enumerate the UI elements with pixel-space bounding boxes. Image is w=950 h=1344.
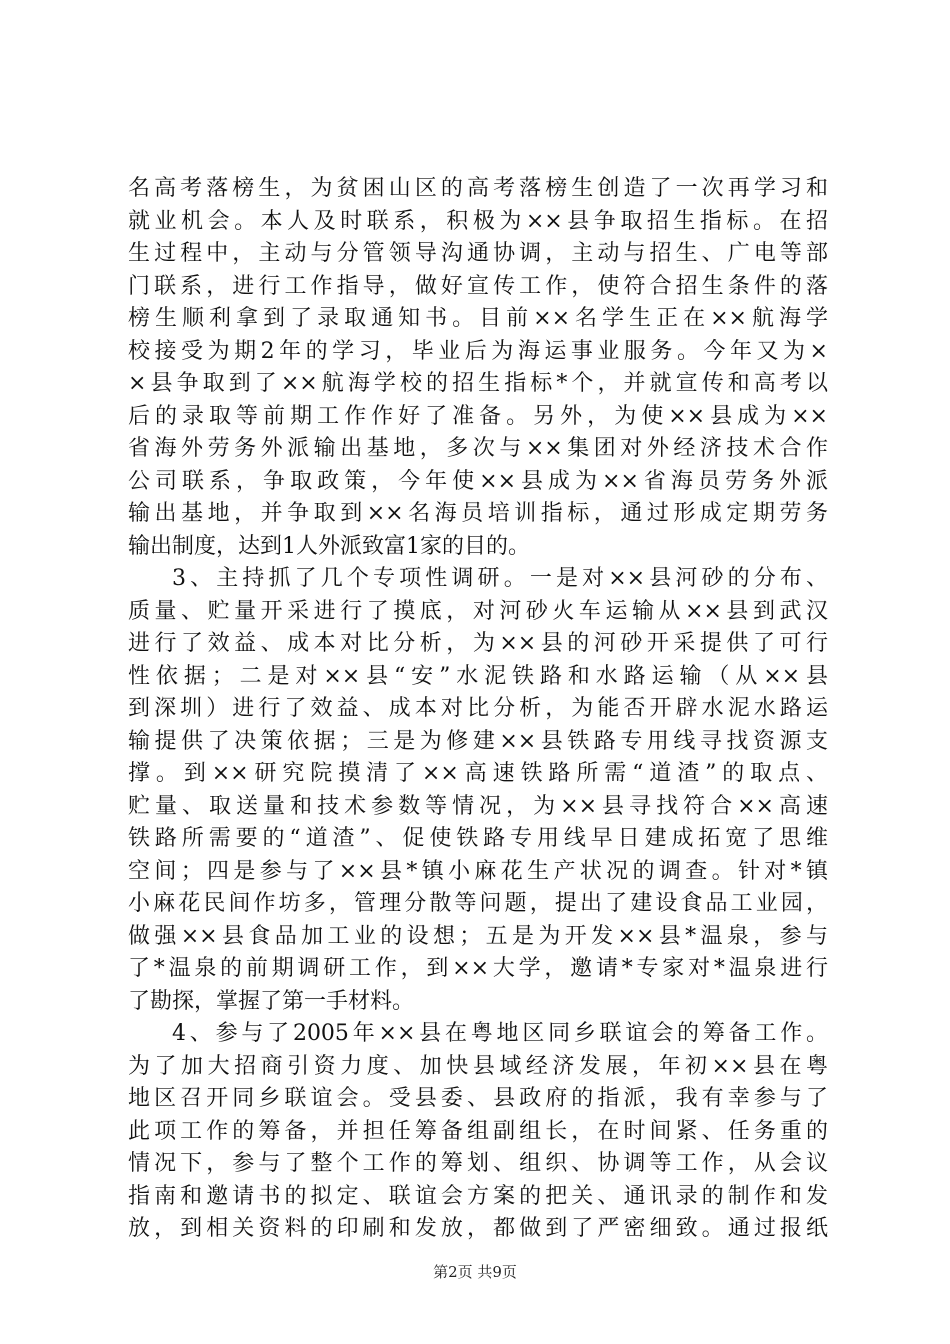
text-line: 名高考落榜生，为贫困山区的高考落榜生创造了一次再学习和 (128, 176, 828, 201)
text-line: 此项工作的筹备，并担任筹备组副组长，在时间紧、任务重的 (128, 1118, 828, 1144)
text-line: 生过程中，主动与分管领导沟通协调，主动与招生、广电等部 (128, 241, 828, 266)
text-line: 空间；四是参与了××县*镇小麻花生产状况的调查。针对*镇 (128, 858, 828, 884)
page-footer: 第2页 共9页 (433, 1263, 517, 1281)
text-line: 小麻花民间作坊多，管理分散等问题，提出了建设食品工业园， (128, 891, 828, 916)
text-line: 到深圳）进行了效益、成本对比分析，为能否开辟水泥水路运 (128, 696, 828, 721)
text-line: 铁路所需要的“道渣”、促使铁路专用线早日建成拓宽了思维 (128, 826, 828, 851)
text-line: 性依据；二是对××县“安”水泥铁路和水路运输（从××县 (128, 663, 828, 689)
text-line: 榜生顺利拿到了录取通知书。目前××名学生正在××航海学 (128, 306, 828, 331)
text-line: 4、参与了2005年××县在粤地区同乡联谊会的筹备工作。 (172, 1021, 828, 1046)
text-line: 情况下，参与了整个工作的筹划、组织、协调等工作，从会议 (128, 1151, 828, 1176)
text-line: 门联系，进行工作指导，做好宣传工作，使符合招生条件的落 (128, 273, 828, 299)
text-line: 省海外劳务外派输出基地，多次与××集团对外经济技术合作 (128, 436, 828, 461)
text-line: 质量、贮量开采进行了摸底，对河砂火车运输从××县到武汉 (128, 598, 828, 624)
text-line: 地区召开同乡联谊会。受县委、县政府的指派，我有幸参与了 (128, 1086, 828, 1111)
text-line: 校接受为期2年的学习，毕业后为海运事业服务。今年又为× (128, 338, 828, 364)
text-line: 贮量、取送量和技术参数等情况，为××县寻找符合××高速 (128, 793, 828, 819)
text-line: 做强××县食品加工业的设想；五是为开发××县*温泉，参与 (128, 923, 828, 949)
text-line: 输出基地，并争取到××名海员培训指标，通过形成定期劳务 (128, 501, 828, 526)
text-line: 了*温泉的前期调研工作，到××大学，邀请*专家对*温泉进行 (128, 956, 828, 981)
text-line: 放，到相关资料的印刷和发放，都做到了严密细致。通过报纸 (128, 1216, 828, 1241)
text-line: 输提供了决策依据；三是为修建××县铁路专用线寻找资源支 (128, 728, 828, 754)
text-line: 进行了效益、成本对比分析，为××县的河砂开采提供了可行 (128, 631, 828, 656)
text-line: 就业机会。本人及时联系，积极为××县争取招生指标。在招 (128, 208, 828, 234)
text-line: 3、主持抓了几个专项性调研。一是对××县河砂的分布、 (172, 566, 828, 591)
text-line: 后的录取等前期工作作好了准备。另外，为使××县成为×× (128, 403, 828, 429)
text-line: ×县争取到了××航海学校的招生指标*个，并就宣传和高考以 (128, 371, 828, 396)
body-text (128, 173, 828, 1246)
text-line: 公司联系，争取政策，今年使××县成为××省海员劳务外派 (128, 468, 828, 494)
text-line: 撑。到××研究院摸清了××高速铁路所需“道渣”的取点、 (128, 761, 828, 786)
text-line: 指南和邀请书的拟定、联谊会方案的把关、通讯录的制作和发 (128, 1183, 828, 1209)
text-line: 了勘探，掌握了第一手材料。 (128, 988, 415, 1014)
text-line: 输出制度，达到1人外派致富1家的目的。 (128, 533, 530, 559)
text-line: 为了加大招商引资力度、加快县域经济发展，年初××县在粤 (128, 1053, 828, 1079)
